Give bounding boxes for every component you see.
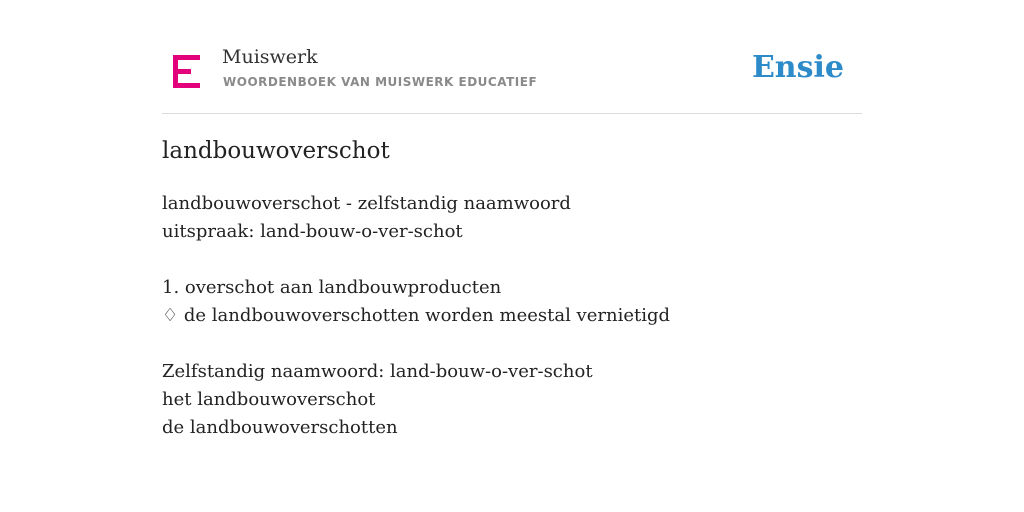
brand-subtitle: WOORDENBOEK VAN MUISWERK EDUCATIEF: [223, 75, 538, 89]
logo-bar-middle: [173, 69, 191, 74]
entry-line-singular: het landbouwoverschot: [162, 389, 376, 410]
entry-line-definition: 1. overschot aan landbouwproducten: [162, 277, 502, 298]
ensie-logo[interactable]: Ensie: [751, 50, 844, 85]
entry-line-hyphenation: Zelfstandig naamwoord: land-bouw-o-ver-schot: [162, 361, 593, 382]
entry-line-example: ♢ de landbouwoverschotten worden meestal vernietigd: [162, 305, 671, 326]
page-title: landbouwoverschot: [162, 138, 390, 164]
logo-bar-bottom: [173, 83, 200, 88]
page-container: [162, 0, 862, 438]
entry-line-blank: [162, 246, 670, 274]
muiswerk-logo-icon[interactable]: [173, 55, 200, 88]
entry-line-plural: de landbouwoverschotten: [162, 417, 398, 438]
entry-body: [162, 190, 670, 442]
logo-bar-top: [173, 55, 200, 60]
entry-line-blank: [162, 330, 670, 358]
entry-line-pronunciation: uitspraak: land-bouw-o-ver-schot: [162, 221, 463, 242]
brand-name[interactable]: Muiswerk: [222, 46, 318, 68]
entry-line-word-class: landbouwoverschot - zelfstandig naamwoord: [162, 193, 571, 214]
header: [162, 0, 862, 114]
